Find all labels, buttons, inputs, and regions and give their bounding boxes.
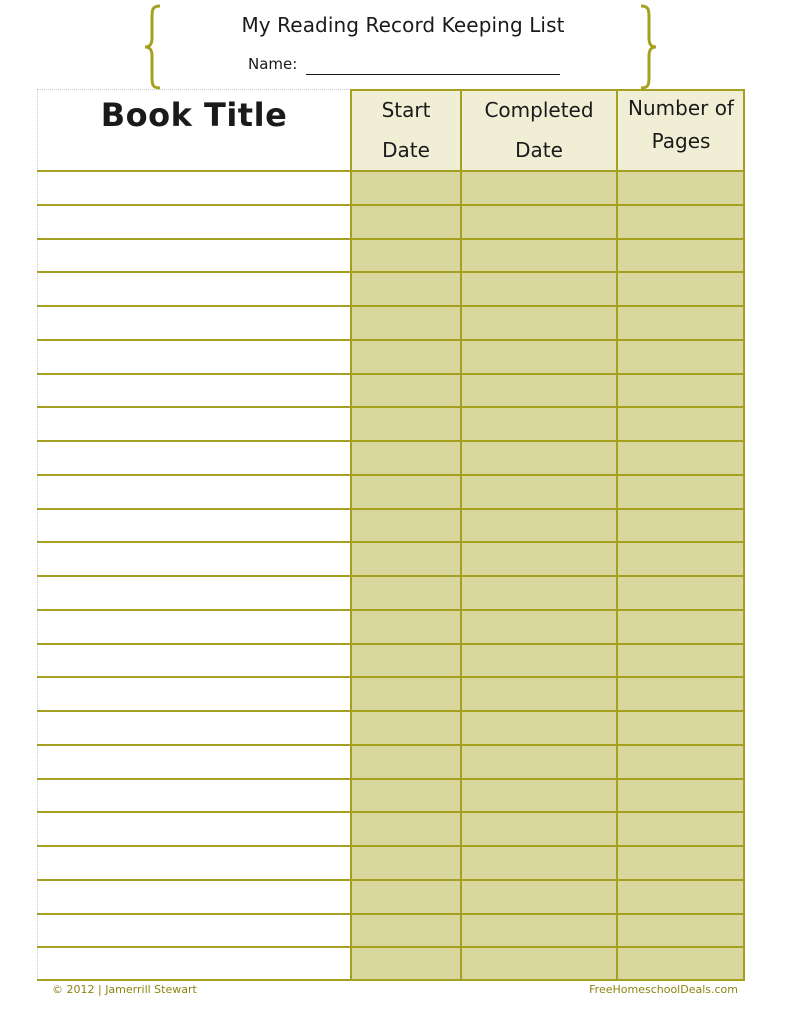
pages-header bbox=[617, 89, 745, 171]
worksheet-header bbox=[0, 0, 791, 92]
table-row[interactable] bbox=[37, 779, 745, 813]
worksheet-title: My Reading Record Keeping List bbox=[241, 13, 565, 37]
name-label: Name: bbox=[248, 55, 298, 73]
table-top-border bbox=[351, 89, 745, 91]
copyright-text: © 2012 | Jamerrill Stewart bbox=[52, 983, 197, 996]
table-row[interactable] bbox=[37, 914, 745, 948]
table-row[interactable] bbox=[37, 745, 745, 779]
name-field-line[interactable] bbox=[306, 74, 560, 75]
book-title-header: Book Title bbox=[100, 96, 288, 134]
table-row[interactable] bbox=[37, 306, 745, 340]
table-row[interactable] bbox=[37, 239, 745, 273]
start-date-header-line1: Start bbox=[381, 98, 431, 122]
right-brace-icon bbox=[637, 4, 659, 90]
reading-log-table bbox=[37, 89, 745, 981]
table-row[interactable] bbox=[37, 576, 745, 610]
table-row[interactable] bbox=[37, 947, 745, 981]
table-row[interactable] bbox=[37, 880, 745, 914]
table-row[interactable] bbox=[37, 677, 745, 711]
table-row[interactable] bbox=[37, 475, 745, 509]
pages-header-line2: Pages bbox=[651, 129, 711, 153]
table-row[interactable] bbox=[37, 205, 745, 239]
completed-date-header-line1: Completed bbox=[484, 98, 594, 122]
website-text: FreeHomeschoolDeals.com bbox=[589, 983, 738, 996]
completed-date-header-line2: Date bbox=[515, 138, 563, 162]
table-row[interactable] bbox=[37, 441, 745, 475]
table-row[interactable] bbox=[37, 374, 745, 408]
table-row[interactable] bbox=[37, 171, 745, 205]
table-row[interactable] bbox=[37, 846, 745, 880]
table-row[interactable] bbox=[37, 812, 745, 846]
completed-date-header bbox=[461, 89, 617, 171]
table-row[interactable] bbox=[37, 711, 745, 745]
table-row[interactable] bbox=[37, 644, 745, 678]
pages-header-line1: Number of bbox=[628, 96, 734, 120]
table-row[interactable] bbox=[37, 272, 745, 306]
table-row[interactable] bbox=[37, 340, 745, 374]
table-row[interactable] bbox=[37, 610, 745, 644]
table-row[interactable] bbox=[37, 509, 745, 543]
start-date-header bbox=[351, 89, 461, 171]
table-row[interactable] bbox=[37, 407, 745, 441]
table-row[interactable] bbox=[37, 542, 745, 576]
start-date-header-line2: Date bbox=[382, 138, 430, 162]
